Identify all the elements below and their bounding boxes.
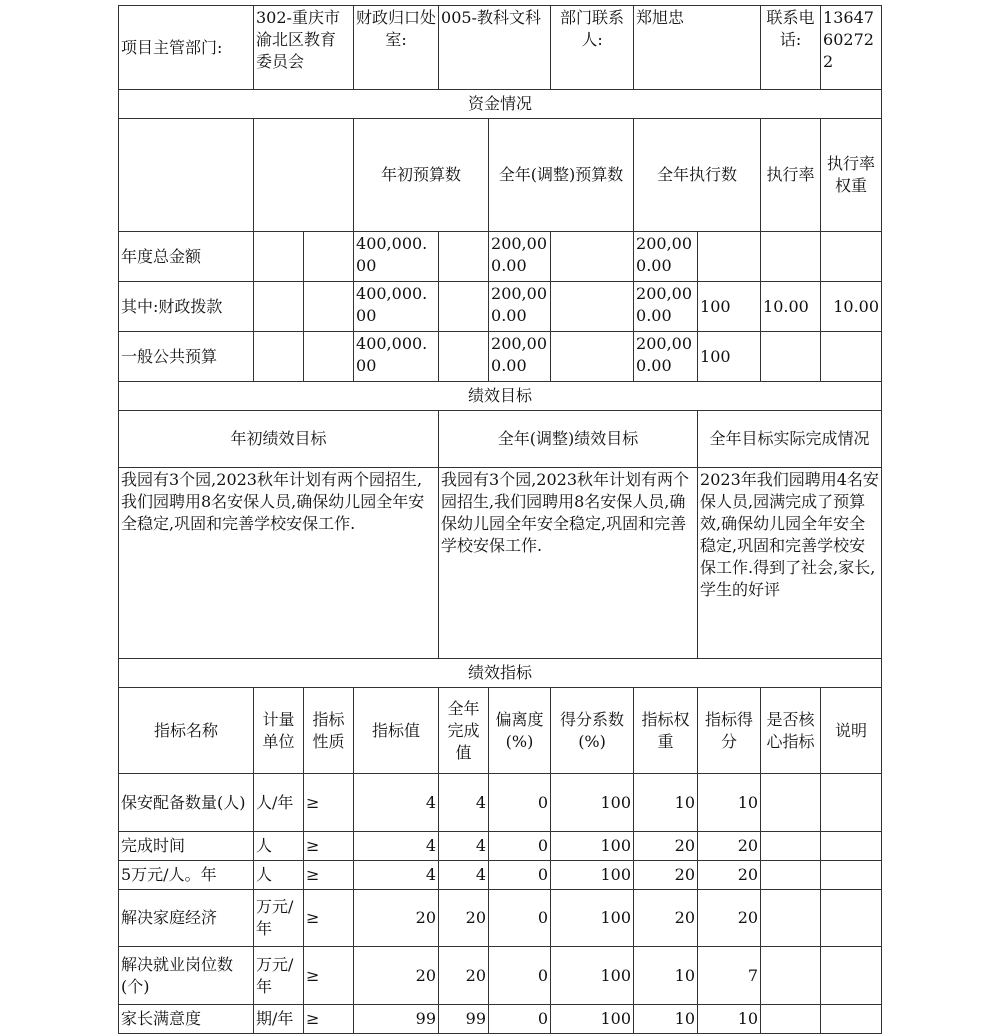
ind-note xyxy=(821,774,882,832)
table-row xyxy=(119,832,882,861)
funds-row-blank xyxy=(304,232,354,282)
table-row xyxy=(119,774,882,832)
goals-header-adjusted: 全年(调整)绩效目标 xyxy=(439,411,698,468)
funds-row-blank xyxy=(439,232,489,282)
funds-row-blank xyxy=(304,332,354,382)
ind-core xyxy=(761,861,821,890)
goals-section-title: 绩效目标 xyxy=(119,382,882,411)
funds-row-initial: 400,000.00 xyxy=(354,232,439,282)
ind-header-coef: 得分系数(%) xyxy=(551,688,634,774)
funds-row-label: 年度总金额 xyxy=(119,232,254,282)
ind-nature: ≥ xyxy=(304,947,354,1005)
goals-header-actual: 全年目标实际完成情况 xyxy=(698,411,882,468)
ind-completed: 20 xyxy=(439,947,489,1005)
funds-row-rate xyxy=(698,232,761,282)
ind-deviation: 0 xyxy=(489,861,551,890)
ind-weight: 20 xyxy=(634,832,698,861)
funds-header-weight: 执行率权重 xyxy=(821,119,882,232)
funds-row-label: 一般公共预算 xyxy=(119,332,254,382)
dept-label: 项目主管部门: xyxy=(119,6,254,90)
ind-score: 20 xyxy=(698,861,761,890)
ind-coef: 100 xyxy=(551,832,634,861)
ind-unit: 人 xyxy=(254,832,304,861)
funds-row xyxy=(119,232,882,282)
goals-actual-text: 2023年我们园聘用4名安保人员,园满完成了预算效,确保幼儿园全年安全稳定,巩固和完善学校安保工作.得到了社会,家长,学生的好评 xyxy=(698,468,882,659)
table-row xyxy=(119,947,882,1005)
funds-row-blank xyxy=(439,282,489,332)
ind-unit: 期/年 xyxy=(254,1005,304,1034)
ind-value: 99 xyxy=(354,1005,439,1034)
indicators-section-row xyxy=(119,659,882,688)
goals-initial-text: 我园有3个园,2023秋年计划有两个园招生,我们园聘用8名安保人员,确保幼儿园全年安全稳定,巩固和完善学校安保工作. xyxy=(119,468,439,659)
funds-row-initial: 400,000.00 xyxy=(354,282,439,332)
ind-value: 20 xyxy=(354,890,439,947)
ind-unit: 人 xyxy=(254,861,304,890)
indicators-section-title: 绩效指标 xyxy=(119,659,882,688)
ind-completed: 4 xyxy=(439,774,489,832)
funds-row-executed: 200,000.00 xyxy=(634,282,698,332)
ind-coef: 100 xyxy=(551,890,634,947)
ind-score: 10 xyxy=(698,774,761,832)
ind-header-note: 说明 xyxy=(821,688,882,774)
office-label: 财政归口处室: xyxy=(354,6,439,90)
funds-row-score xyxy=(821,332,882,382)
performance-table xyxy=(118,5,882,1034)
phone-label: 联系电话: xyxy=(761,6,821,90)
performance-report-sheet xyxy=(118,5,882,1034)
funds-section-row xyxy=(119,90,882,119)
table-row xyxy=(119,890,882,947)
ind-nature: ≥ xyxy=(304,861,354,890)
ind-header-value: 指标值 xyxy=(354,688,439,774)
ind-nature: ≥ xyxy=(304,1005,354,1034)
office-value: 005-教科文科 xyxy=(439,6,551,90)
funds-header-blank xyxy=(119,119,254,232)
funds-row-weight xyxy=(761,332,821,382)
ind-header-completed: 全年完成值 xyxy=(439,688,489,774)
ind-unit: 人/年 xyxy=(254,774,304,832)
funds-row-rate: 100 xyxy=(698,332,761,382)
ind-header-name: 指标名称 xyxy=(119,688,254,774)
ind-score: 20 xyxy=(698,890,761,947)
ind-header-deviation: 偏离度(%) xyxy=(489,688,551,774)
funds-row-score: 10.00 xyxy=(821,282,882,332)
funds-header-executed: 全年执行数 xyxy=(634,119,761,232)
funds-row-executed: 200,000.00 xyxy=(634,332,698,382)
ind-nature: ≥ xyxy=(304,890,354,947)
indicators-header-row xyxy=(119,688,882,774)
funds-row-initial: 400,000.00 xyxy=(354,332,439,382)
funds-row-blank xyxy=(254,332,304,382)
funds-row-blank xyxy=(551,232,634,282)
ind-note xyxy=(821,890,882,947)
ind-completed: 20 xyxy=(439,890,489,947)
funds-row-weight: 10.00 xyxy=(761,282,821,332)
dept-value: 302-重庆市渝北区教育委员会 xyxy=(254,6,354,90)
ind-nature: ≥ xyxy=(304,774,354,832)
goals-header-initial: 年初绩效目标 xyxy=(119,411,439,468)
ind-weight: 10 xyxy=(634,947,698,1005)
funds-row-weight xyxy=(761,232,821,282)
ind-core xyxy=(761,890,821,947)
ind-score: 10 xyxy=(698,1005,761,1034)
ind-unit: 万元/年 xyxy=(254,947,304,1005)
ind-name: 解决就业岗位数(个) xyxy=(119,947,254,1005)
ind-core xyxy=(761,774,821,832)
ind-weight: 10 xyxy=(634,774,698,832)
funds-row-score xyxy=(821,232,882,282)
ind-completed: 99 xyxy=(439,1005,489,1034)
goals-content-row xyxy=(119,468,882,659)
goals-header-row xyxy=(119,411,882,468)
funds-section-title: 资金情况 xyxy=(119,90,882,119)
header-row xyxy=(119,6,882,90)
goals-adjusted-text: 我园有3个园,2023秋年计划有两个园招生,我们园聘用8名安保人员,确保幼儿园全年安全稳定,巩固和完善学校安保工作. xyxy=(439,468,698,659)
ind-completed: 4 xyxy=(439,832,489,861)
goals-section-row xyxy=(119,382,882,411)
funds-row xyxy=(119,332,882,382)
ind-name: 完成时间 xyxy=(119,832,254,861)
ind-value: 4 xyxy=(354,774,439,832)
ind-coef: 100 xyxy=(551,1005,634,1034)
ind-header-unit: 计量单位 xyxy=(254,688,304,774)
ind-weight: 20 xyxy=(634,890,698,947)
table-row xyxy=(119,861,882,890)
contact-value: 郑旭忠 xyxy=(634,6,761,90)
funds-header-blank-2 xyxy=(254,119,354,232)
ind-name: 5万元/人。年 xyxy=(119,861,254,890)
ind-deviation: 0 xyxy=(489,774,551,832)
ind-coef: 100 xyxy=(551,947,634,1005)
funds-row-blank xyxy=(551,332,634,382)
ind-deviation: 0 xyxy=(489,1005,551,1034)
ind-coef: 100 xyxy=(551,774,634,832)
funds-row-adjusted: 200,000.00 xyxy=(489,332,551,382)
ind-weight: 10 xyxy=(634,1005,698,1034)
ind-note xyxy=(821,947,882,1005)
ind-name: 家长满意度 xyxy=(119,1005,254,1034)
funds-row-blank xyxy=(254,232,304,282)
ind-note xyxy=(821,1005,882,1034)
funds-row-executed: 200,000.00 xyxy=(634,232,698,282)
ind-name: 保安配备数量(人) xyxy=(119,774,254,832)
ind-header-score: 指标得分 xyxy=(698,688,761,774)
funds-row-rate: 100 xyxy=(698,282,761,332)
ind-header-core: 是否核心指标 xyxy=(761,688,821,774)
ind-deviation: 0 xyxy=(489,890,551,947)
funds-row-label: 其中:财政拨款 xyxy=(119,282,254,332)
ind-header-weight: 指标权重 xyxy=(634,688,698,774)
funds-header-initial: 年初预算数 xyxy=(354,119,489,232)
ind-value: 20 xyxy=(354,947,439,1005)
funds-row-blank xyxy=(551,282,634,332)
ind-header-nature: 指标性质 xyxy=(304,688,354,774)
ind-coef: 100 xyxy=(551,861,634,890)
ind-weight: 20 xyxy=(634,861,698,890)
ind-completed: 4 xyxy=(439,861,489,890)
ind-nature: ≥ xyxy=(304,832,354,861)
contact-label: 部门联系人: xyxy=(551,6,634,90)
ind-deviation: 0 xyxy=(489,947,551,1005)
phone-value: 13647602722 xyxy=(821,6,882,90)
funds-row-adjusted: 200,000.00 xyxy=(489,282,551,332)
ind-name: 解决家庭经济 xyxy=(119,890,254,947)
funds-row-blank xyxy=(439,332,489,382)
ind-core xyxy=(761,832,821,861)
ind-deviation: 0 xyxy=(489,832,551,861)
funds-header-rate: 执行率 xyxy=(761,119,821,232)
ind-score: 7 xyxy=(698,947,761,1005)
table-row xyxy=(119,1005,882,1034)
funds-row-blank xyxy=(254,282,304,332)
funds-row-blank xyxy=(304,282,354,332)
ind-core xyxy=(761,947,821,1005)
ind-score: 20 xyxy=(698,832,761,861)
ind-core xyxy=(761,1005,821,1034)
funds-row-adjusted: 200,000.00 xyxy=(489,232,551,282)
ind-unit: 万元/年 xyxy=(254,890,304,947)
ind-value: 4 xyxy=(354,832,439,861)
funds-row xyxy=(119,282,882,332)
ind-note xyxy=(821,861,882,890)
funds-header-adjusted: 全年(调整)预算数 xyxy=(489,119,634,232)
funds-header-row xyxy=(119,119,882,232)
ind-value: 4 xyxy=(354,861,439,890)
ind-note xyxy=(821,832,882,861)
